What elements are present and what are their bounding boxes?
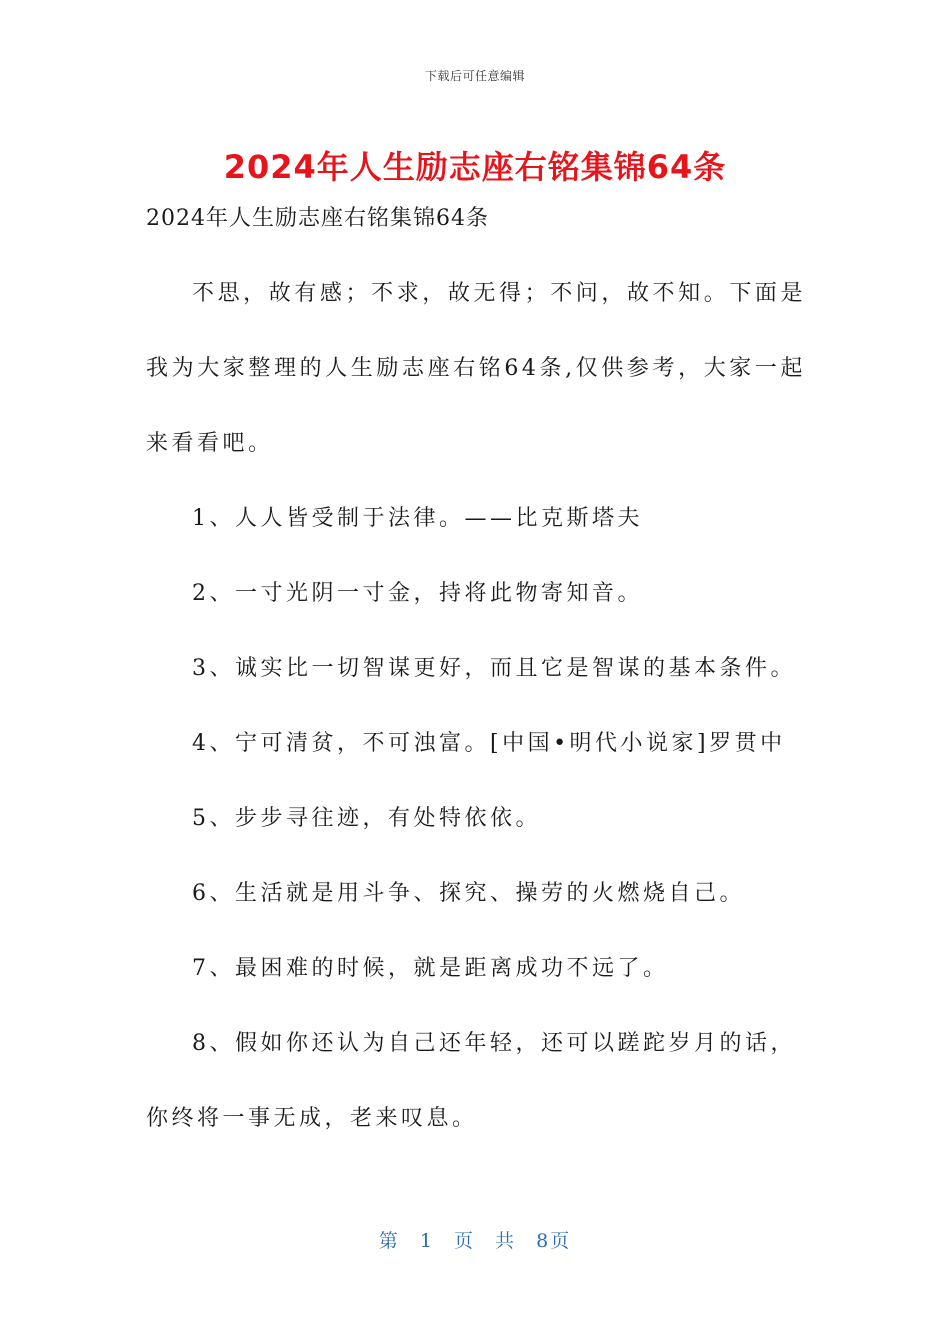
document-body — [146, 200, 806, 1194]
document-subtitle: 2024年人生励志座右铭集锦64条 — [146, 206, 489, 231]
list-item: 2、一寸光阴一寸金，持将此物寄知音。 — [192, 581, 643, 606]
page-label: 第 — [378, 1230, 400, 1252]
list-item: 1、人人皆受制于法律。——比克斯塔夫 — [192, 506, 643, 531]
total-label: 共 — [495, 1230, 517, 1252]
intro-paragraph: 不思，故有感；不求，故无得；不问，故不知。下面是我为大家整理的人生励志座右铭64条,仅供参考，大家一起来看看吧。 — [146, 281, 806, 456]
list-item: 3、诚实比一切智谋更好，而且它是智谋的基本条件。 — [192, 656, 796, 681]
list-item: 8、假如你还认为自己还年轻，还可以蹉跎岁月的话，你终将一事无成，老来叹息。 — [146, 1031, 796, 1131]
total-pages: 8页 — [536, 1230, 572, 1252]
page-number: 1 — [419, 1230, 434, 1252]
list-item: 5、步步寻往迹，有处特依依。 — [192, 806, 541, 831]
list-item: 6、生活就是用斗争、探究、操劳的火燃烧自己。 — [192, 881, 745, 906]
list-item: 7、最困难的时候，就是距离成功不远了。 — [192, 956, 669, 981]
header-note: 下载后可任意编辑 — [424, 69, 525, 83]
list-item: 4、宁可清贫，不可浊富。[中国•明代小说家]罗贯中 — [192, 731, 786, 756]
page-unit: 页 — [453, 1230, 475, 1252]
document-title: 2024年人生励志座右铭集锦64条 — [223, 148, 727, 186]
page-footer — [0, 1226, 950, 1253]
